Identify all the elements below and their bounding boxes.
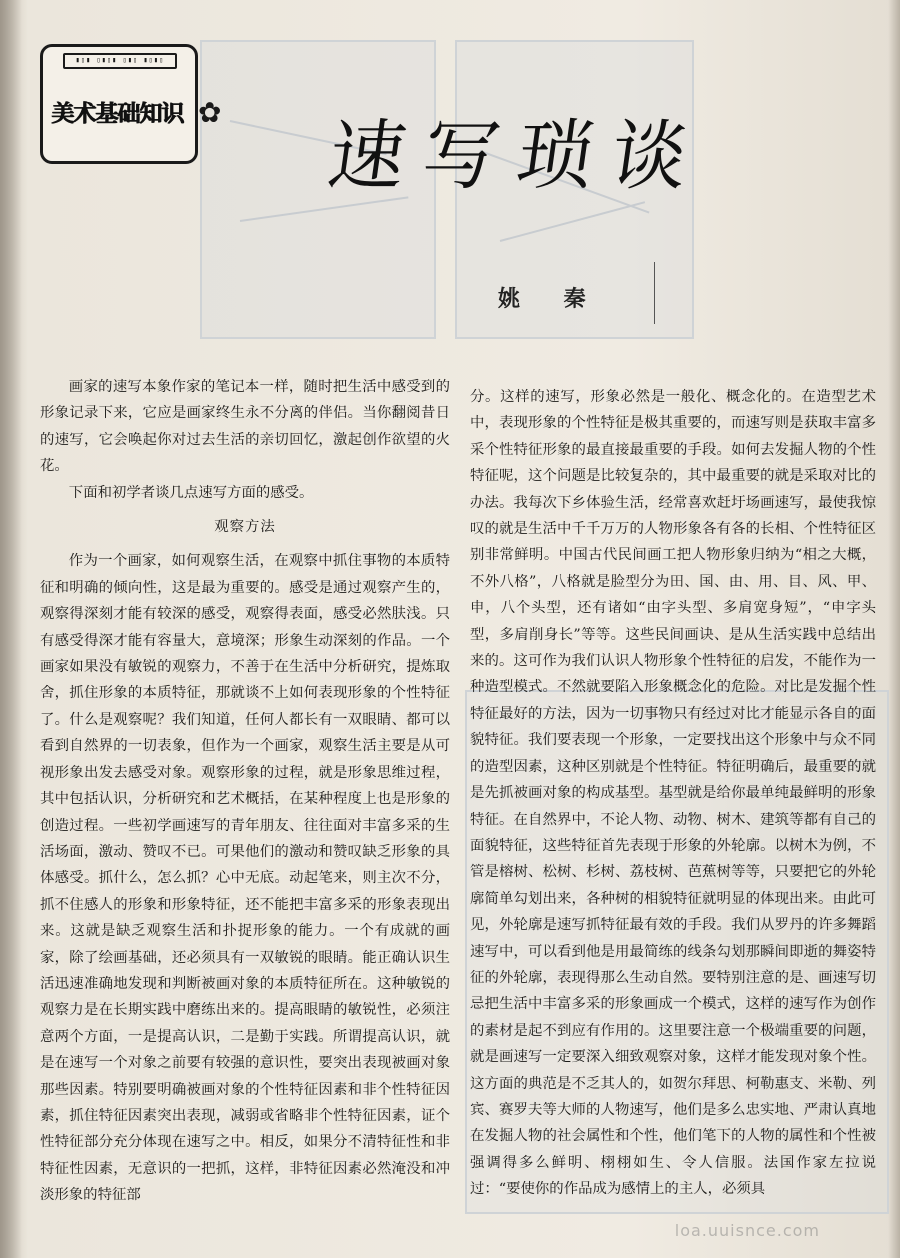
article-author: 姚 秦 (498, 287, 604, 312)
body-paragraph: 作为一个画家，如何观察生活，在观察中抓住事物的本质特征和明确的倾向性，这是最为重要的。感受是通过观察产生的，观察得深刻才能有较深的感受，观察得表面，感受必然肤浅。只有感受得深才能有容量大，意境深；形象生动深刻的作品。一个画家如果没有敏锐的观察力，不善于在生活中分析研究，提炼取舍，抓住形象的本质特征，那就谈不上如何表现形象的个性特征了。什么是观察呢？我们知道，任何人都长有一双眼睛、都可以看到自然界的一切表象，但作为一个画家，观察生活主要是从可视形象出发去感受对象。观察形象的过程，就是形象思维过程，其中包括认识，分析研究和艺术概括，在某种程度上也是形象的创造过程。一些初学画速写的青年朋友、往往面对丰富多采的生活场面，激动、赞叹不已。可果他们的激动和赞叹缺乏形象的具体感受。抓什么，怎么抓？心中无底。动起笔来，则主次不分，抓不住感人的形象和形象特征，还不能把丰富多采的形象表现出来。这就是缺乏观察生活和扑捉形象的能力。一个有成就的画家，除了绘画基础，还必须具有一双敏锐的眼睛。能正确认识生活迅速准确地发现和判断被画对象的本质特征所在。这种敏锐的观察力是在长期实践中磨练出来的。提高眼睛的敏锐性，必须注意两个方面，一是提高认识，二是勤于实践。所谓提高认识，就是在速写一个对象之前要有较强的意识性，要突出表现被画对象那些因素。特别要明确被画对象的个性特征因素和非个性特征因素，抓住特征因素突出表现，减弱或省略非个性特征因素，证个性特征部分充分体现在速写之中。相反，如果分不清特征性和非特征性因素，无意识的一把抓，这样，非特征因素必然淹没和冲淡形象的特征部 (40, 553, 450, 1204)
column-label: 美术基础知识 (51, 101, 183, 127)
page-edge-shadow (888, 0, 900, 1258)
article-title: 速写琐谈 (322, 111, 712, 200)
section-heading: 观察方法 (214, 519, 276, 536)
film-strip: ▮▯▮ ▯▮▯▮ ▯▮▯ ▮▯▮▯ (63, 53, 177, 69)
body-paragraph: 分。这样的速写，形象必然是一般化、概念化的。在造型艺术中，表现形象的个性特征是极其重要的，而速写则是获取丰富多采个性特征形象的最直接最重要的手段。如何去发掘人物的个性特征呢，这个问题是比较复杂的，其中最重要的就是采取对比的办法。我每次下乡体验生活，经常喜欢赶圩场画速写，最使我惊叹的就是生活中千千万万的人物形象各有各的长相、个性特征区别非常鲜明。中国古代民间画工把人物形象归纳为“相之大概，不外八格”，八格就是脸型分为田、国、由、用、目、风、甲、申，八个头型，还有诸如“由字头型、多肩宽身短”，“申字头型，多肩削身长”等等。这些民间画诀、是从生活实践中总结出来的。这可作为我们认识人物形象个性特征的启发，不能作为一种造型模式。不然就要陷入形象概念化的危险。对比是发掘个性特征最好的方法，因为一切事物只有经过对比才能显示各自的面貌特征。我们要表现一个形象，一定要找出这个形象中与众不同的造型因素，这种区别就是个性特征。特征明确后，最重要的就是先抓被画对象的构成基型。基型就是给你最单纯最鲜明的形象特征。在自然界中，不论人物、动物、树木、建筑等都有自己的面貌特征，这些特征首先表现于形象的外轮廓。以树木为例，不管是榕树、松树、杉树、荔枝树、芭蕉树等等，只要把它的外轮廓简单勾划出来，各种树的相貌特征就明显的体现出来。由此可见，外轮廓是速写抓特征最有效的手段。我们从罗丹的许多舞蹈速写中，可以看到他是用最简练的线条勾划那瞬间即逝的舞姿特征的外轮廓，表现得那么生动自然。要特别注意的是、画速写切忌把生活中丰富多采的形象画成一个模式，这样的速写作为创作的素材是起不到应有作用的。这里要注意一个极端重要的问题，就是画速写一定要深入细致观察对象，这样才能发现对象个性。这方面的典范是不乏其人的，如贺尔拜思、柯勒惠支、米勒、列宾、赛罗夫等大师的人物速写，他们是多么忠实地、严肃认真地在发掘人物的社会属性和个性，他们笔下的人物的属性和个性被强调得多么鲜明、栩栩如生、令人信服。法国作家左拉说过：“要使你的作品成为感情上的主人，必须具 (470, 389, 876, 1198)
column-badge (40, 44, 198, 164)
author-divider (654, 262, 655, 324)
left-column (40, 374, 450, 1209)
intro-paragraph: 画家的速写本象作家的笔记本一样，随时把生活中感受到的形象记录下来，它应是画家终生永不分离的伴侣。当你翻阅昔日的速写，它会唤起你对过去生活的亲切回忆，激起创作欲望的火花。 (40, 379, 450, 475)
site-watermark: loa.uuisnce.com (674, 1221, 820, 1240)
binding-shadow (0, 0, 22, 1258)
intro-paragraph: 下面和初学者谈几点速写方面的感受。 (68, 484, 314, 501)
right-column (470, 384, 876, 1203)
flower-icon: ✿ (198, 96, 222, 129)
